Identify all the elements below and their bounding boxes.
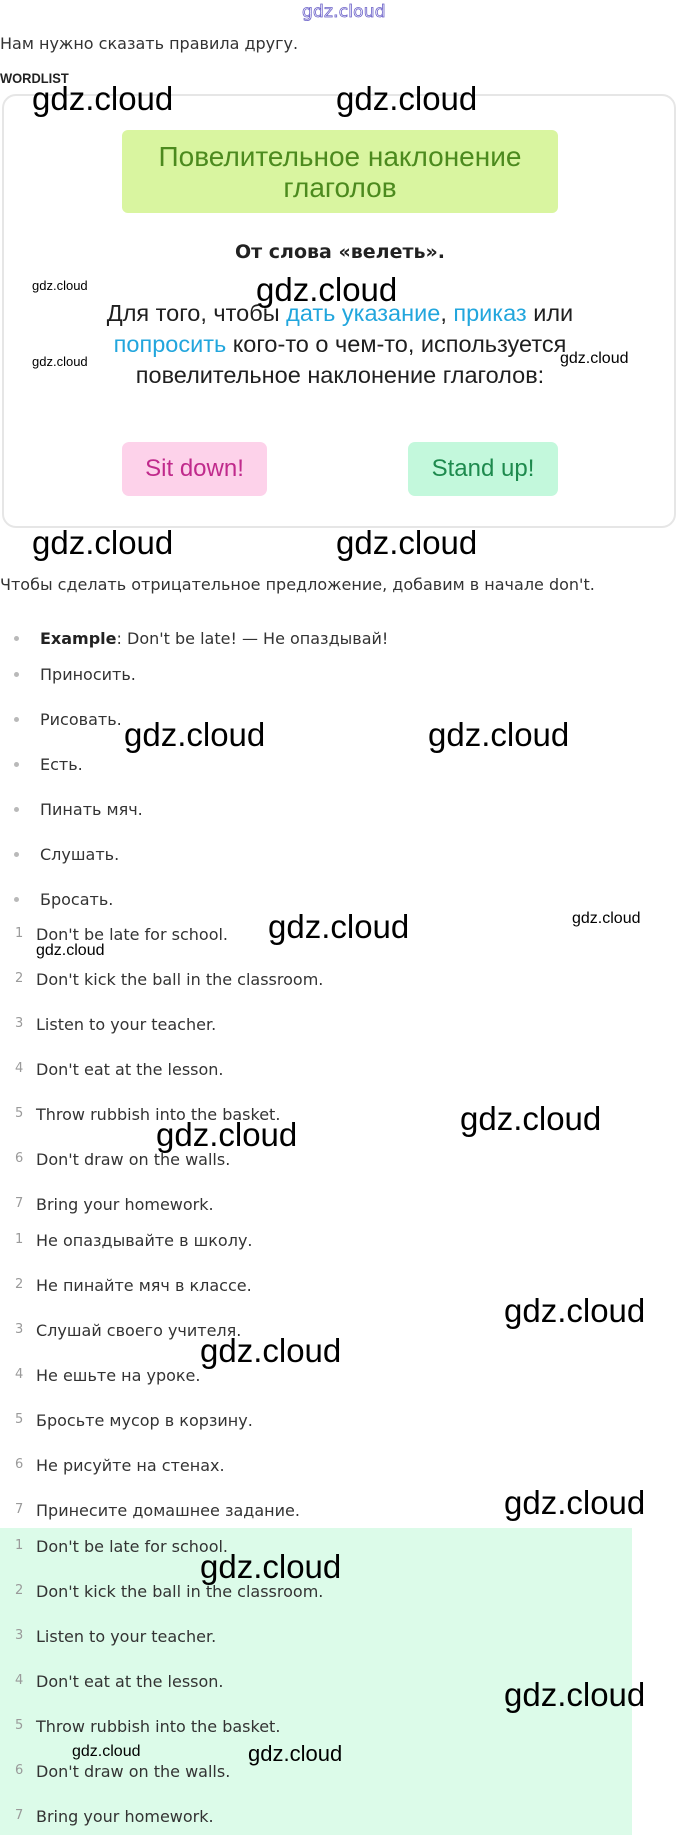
watermark: gdz.cloud <box>124 716 266 753</box>
bullet-dot-icon <box>14 762 19 767</box>
watermark: gdz.cloud <box>32 354 88 369</box>
watermark: gdz.cloud <box>32 278 88 293</box>
watermark: gdz.cloud <box>156 1116 298 1153</box>
example-label: Example <box>40 629 117 648</box>
negative-note: Чтобы сделать отрицательное предложение, добавим в начале don't. <box>0 575 595 594</box>
bullet-dot-icon <box>14 852 19 857</box>
card-subtitle: От слова «велеть». <box>235 241 445 263</box>
bullet-dot-icon <box>14 672 19 677</box>
watermark: gdz.cloud <box>336 80 478 117</box>
watermark: gdz.cloud <box>504 1484 646 1521</box>
watermark: gdz.cloud <box>200 1548 342 1585</box>
watermark: gdz.cloud <box>428 716 570 753</box>
card-title-text: Повелительное наклонение глаголов <box>158 140 522 203</box>
bullet-dot-icon <box>14 636 19 641</box>
watermark: gdz.cloud <box>32 80 174 117</box>
watermark: gdz.cloud <box>572 910 641 927</box>
watermark: gdz.cloud <box>268 908 410 945</box>
bullet-dot-icon <box>14 807 19 812</box>
intro-text: Нам нужно сказать правила другу. <box>0 34 299 53</box>
watermark: gdz.cloud <box>504 1676 646 1713</box>
watermark: gdz.cloud <box>248 1741 343 1766</box>
highlight-instruction: дать указание <box>286 300 441 326</box>
example-stand-up: Stand up! <box>408 442 558 496</box>
highlight-order: приказ <box>453 300 527 326</box>
watermark: gdz.cloud <box>72 1743 141 1760</box>
site-logo[interactable]: gdz.cloud <box>302 2 386 22</box>
highlight-ask: попросить <box>113 331 227 357</box>
watermark: gdz.cloud <box>560 350 629 367</box>
bullet-dot-icon <box>14 897 19 902</box>
watermark: gdz.cloud <box>32 524 174 561</box>
watermark: gdz.cloud <box>36 942 105 959</box>
wordlist-label: WORDLIST <box>0 70 69 86</box>
watermark: gdz.cloud <box>336 524 478 561</box>
watermark: gdz.cloud <box>460 1100 602 1137</box>
example-sit-down: Sit down! <box>122 442 267 496</box>
card-body-text: Для того, чтобы дать указание, приказ или попросить кого-то о чем-то, используется повелительное наклонение глаголов: <box>106 300 574 388</box>
watermark: gdz.cloud <box>200 1332 342 1369</box>
watermark: gdz.cloud <box>256 271 398 308</box>
watermark: gdz.cloud <box>504 1292 646 1329</box>
bullet-dot-icon <box>14 717 19 722</box>
card-title <box>122 130 558 213</box>
example-text: : Don't be late! — Не опаздывай! <box>116 629 389 648</box>
